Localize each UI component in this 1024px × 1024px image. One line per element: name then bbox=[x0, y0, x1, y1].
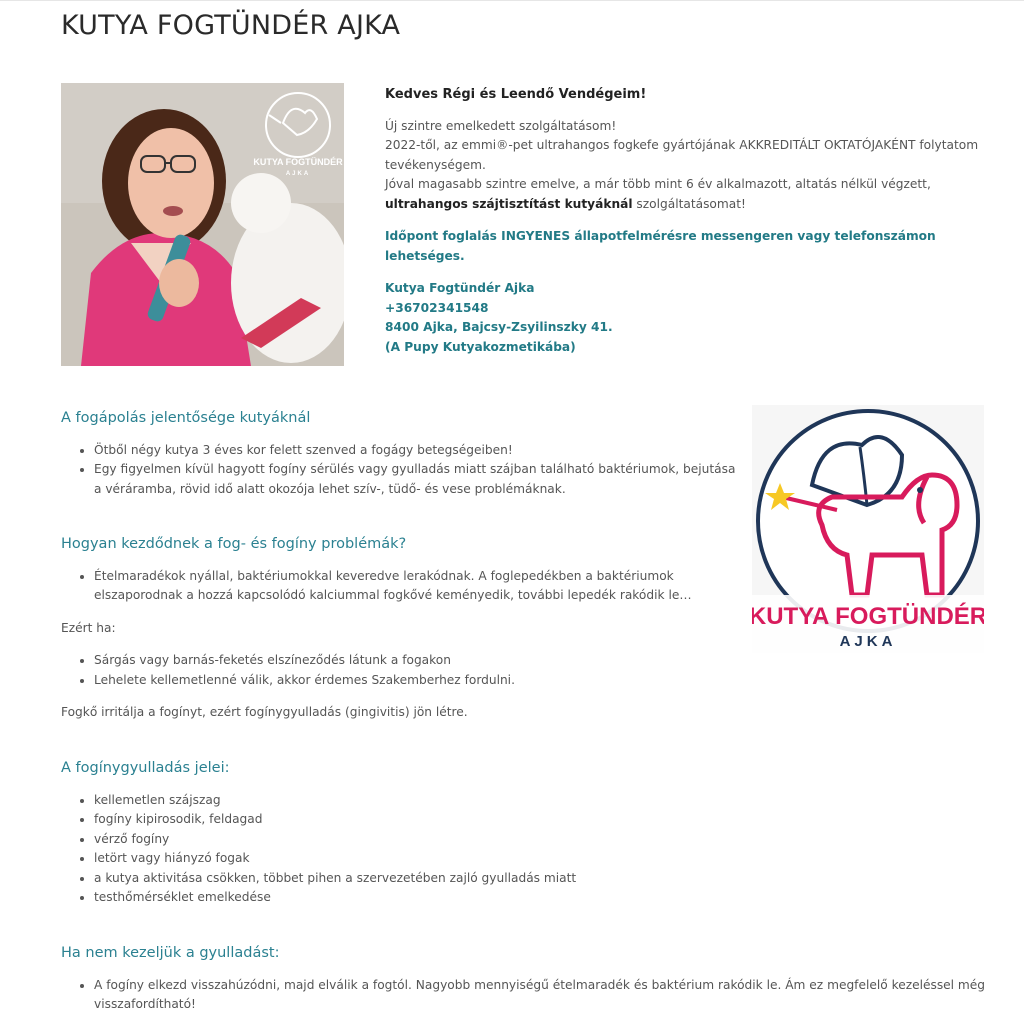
photo-logo-line1: KUTYA FOGTÜNDÉR bbox=[253, 157, 343, 167]
contact-name: Kutya Fogtündér Ajka bbox=[385, 281, 535, 295]
intro-line1: Új szintre emelkedett szolgáltatásom! bbox=[385, 118, 617, 133]
brand-logo-line1: KUTYA FOGTÜNDÉR bbox=[752, 603, 984, 630]
section-title: A fogínygyulladás jelei: bbox=[61, 760, 230, 776]
section-title: Hogyan kezdődnek a fog- és fogíny problémák? bbox=[61, 536, 407, 552]
section-signs bbox=[61, 759, 1001, 908]
intro-line2: 2022-től, az emmi®-pet ultrahangos fogkefe gyártójának AKKREDITÁLT OKTATÓJAKÉNT folytatom tevékenységem. bbox=[385, 138, 979, 172]
bullet-list bbox=[61, 791, 1001, 908]
page-title: KUTYA FOGTÜNDÉR AJKA bbox=[61, 10, 401, 41]
brand-logo bbox=[752, 405, 984, 653]
contact-location-note: (A Pupy Kutyakozmetikába) bbox=[385, 339, 576, 354]
intro-block bbox=[385, 85, 995, 357]
list-item: • vérző fogíny bbox=[94, 830, 1001, 850]
greeting: Kedves Régi és Leendő Vendégeim! bbox=[385, 87, 647, 102]
list-item: • letört vagy hiányzó fogak bbox=[94, 849, 1001, 869]
list-item: • a kutya aktivitása csökken, többet pihen a szervezetében zajló gyulladás miatt bbox=[94, 869, 1001, 889]
section-untreated bbox=[61, 944, 991, 1015]
bullet-list bbox=[61, 567, 701, 606]
photo-logo-line2: AJKA bbox=[285, 171, 311, 177]
list-item: • Ötből négy kutya 3 éves kor felett szenved a fogágy betegségeiben! bbox=[94, 441, 741, 461]
list-item: • kellemetlen szájszag bbox=[94, 791, 1001, 811]
groomer-photo-graphic bbox=[61, 83, 344, 366]
list-item: • Ételmaradékok nyállal, baktériumokkal keveredve lerakódnak. A foglepedékben a baktériumok elszaporodnak a hozzá kapcsolódó kalciummal fogkővé keményedik, további lepedék rakódik le… bbox=[94, 567, 701, 606]
section-title: Ha nem kezeljük a gyulladást: bbox=[61, 945, 280, 961]
list-item: • testhőmérséklet emelkedése bbox=[94, 888, 1001, 908]
groomer-photo bbox=[61, 83, 344, 366]
section-importance bbox=[61, 409, 741, 499]
list-item: • fogíny kipirosodik, feldagad bbox=[94, 810, 1001, 830]
paragraph: Fogkő irritálja a fogínyt, ezért fogínygyulladás (gingivitis) jön létre. bbox=[61, 705, 468, 719]
intro-strong: ultrahangos szájtisztítást kutyáknál bbox=[385, 196, 633, 211]
paragraph: Ezért ha: bbox=[61, 620, 116, 635]
section-how-begin bbox=[61, 535, 701, 723]
contact-address: 8400 Ajka, Bajcsy-Zsyilinszky 41. bbox=[385, 320, 613, 334]
booking-text: Időpont foglalás INGYENES állapotfelmérésre messengeren vagy telefonszámon lehetséges. bbox=[385, 229, 936, 263]
list-item: • A fogíny elkezd visszahúzódni, majd elválik a fogtól. Nagyobb mennyiségű ételmaradék és baktérium rakódik le. Ám ez megfelelő kezeléssel még visszafordítható! bbox=[94, 976, 991, 1015]
intro-line3: Jóval magasabb szintre emelve, a már több mint 6 év alkalmazott, altatás nélkül végzett, bbox=[385, 177, 931, 191]
brand-logo-line2: AJKA bbox=[839, 633, 897, 650]
top-border bbox=[0, 0, 1024, 4]
brand-logo-graphic bbox=[752, 405, 984, 653]
list-item: • Egy figyelmen kívül hagyott fogíny sérülés vagy gyulladás miatt szájban található baktériumok, bejutása a véráramba, rövid idő alatt okozója lehet szív-, tüdő- és vese problémáknak. bbox=[94, 460, 741, 499]
bullet-list bbox=[61, 441, 741, 500]
list-item: • Lehelete kellemetlenné válik, akkor érdemes Szakemberhez fordulni. bbox=[94, 671, 701, 691]
section-title: A fogápolás jelentősége kutyáknál bbox=[61, 410, 311, 426]
contact-phone[interactable]: +36702341548 bbox=[385, 300, 489, 315]
list-item: • Sárgás vagy barnás-feketés elszíneződés látunk a fogakon bbox=[94, 651, 701, 671]
intro-line4 bbox=[385, 195, 995, 215]
bullet-list bbox=[61, 976, 991, 1015]
bullet-list bbox=[61, 651, 701, 690]
intro-tail: szolgáltatásomat! bbox=[632, 196, 746, 211]
